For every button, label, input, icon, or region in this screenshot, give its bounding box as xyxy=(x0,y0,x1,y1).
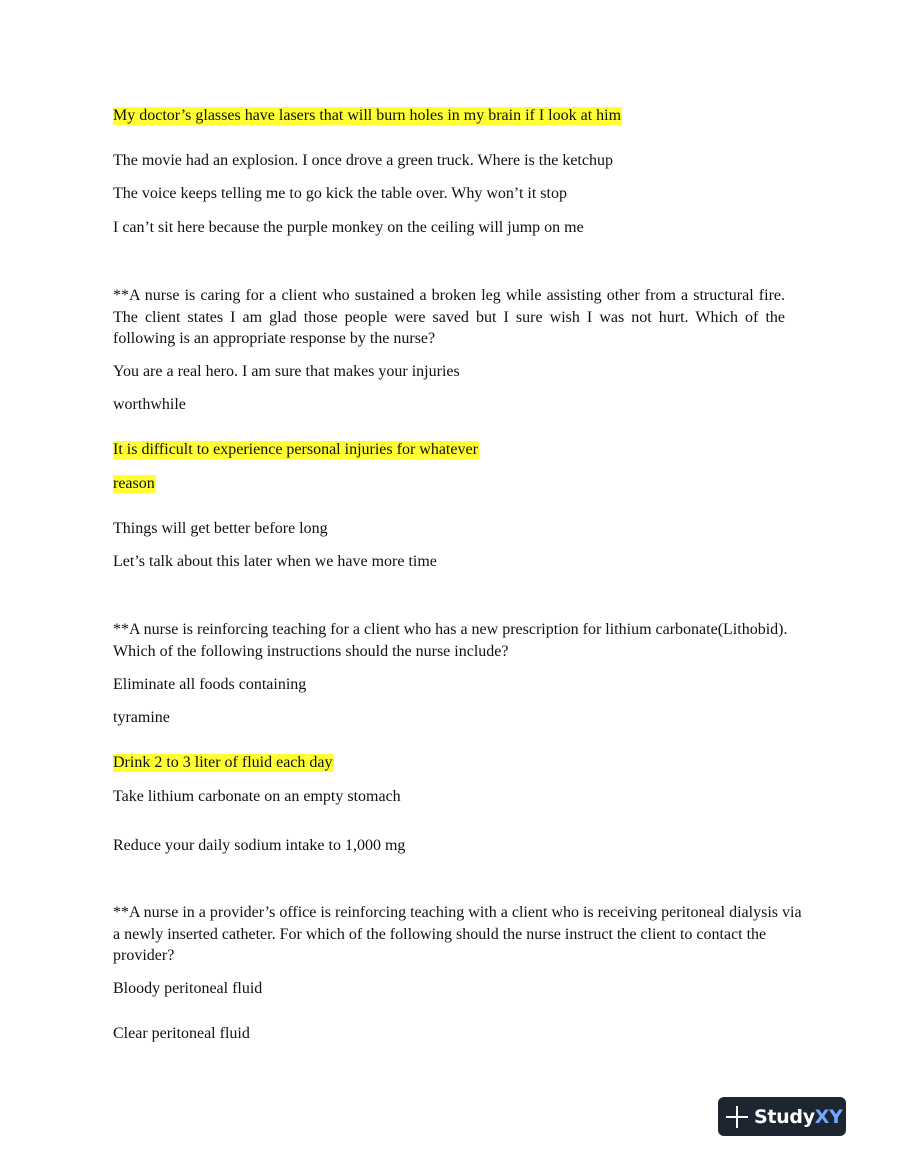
q2-option-1-line-1: You are a real hero. I am sure that makes your injuries xyxy=(113,363,460,380)
q3-option-1-line-1: Eliminate all foods containing xyxy=(113,676,307,693)
q4-option-1: Bloody peritoneal fluid xyxy=(113,980,263,997)
q3-option-3: Take lithium carbonate on an empty stomach xyxy=(113,788,401,805)
q3-option-4: Reduce your daily sodium intake to 1,000 mg xyxy=(113,837,406,854)
q2-question: **A nurse is caring for a client who sustained a broken leg while assisting other from a structural fire. The client states I am glad those people were saved but I sure wish I was not hurt. Which of the following is an appropriate response by the nurse? xyxy=(113,287,785,347)
q1-option-1 xyxy=(113,106,622,126)
q1-option-3: The voice keeps telling me to go kick the table over. Why won’t it stop xyxy=(113,185,567,202)
q4-question: **A nurse in a provider’s office is reinforcing teaching with a client who is receiving peritoneal dialysis via a newly inserted catheter. For which of the following should the nurse instruct the client to contact the provider? xyxy=(113,904,802,964)
q2-option-1-line-2: worthwhile xyxy=(113,396,186,413)
q2-option-4: Let’s talk about this later when we have more time xyxy=(113,553,437,570)
highlighted-answer: reason xyxy=(113,475,155,492)
q3-option-2 xyxy=(113,753,334,773)
plus-icon xyxy=(726,1106,748,1128)
brand-accent: XY xyxy=(814,1105,843,1128)
q1-option-4: I can’t sit here because the purple monkey on the ceiling will jump on me xyxy=(113,219,584,236)
q4-option-2: Clear peritoneal fluid xyxy=(113,1025,250,1042)
q3-question: **A nurse is reinforcing teaching for a client who has a new prescription for lithium carbonate(Lithobid). Which of the following instructions should the nurse include? xyxy=(113,621,788,660)
brand-name xyxy=(754,1106,843,1128)
q2-option-2-line-2 xyxy=(113,474,156,494)
q3-option-1-line-2: tyramine xyxy=(113,709,170,726)
brand-main: Study xyxy=(754,1105,815,1128)
q2-option-2-line-1 xyxy=(113,440,479,460)
highlighted-answer: Drink 2 to 3 liter of fluid each day xyxy=(113,754,333,771)
q2-option-3: Things will get better before long xyxy=(113,520,328,537)
q1-option-2: The movie had an explosion. I once drove a green truck. Where is the ketchup xyxy=(113,152,613,169)
studyxy-badge[interactable] xyxy=(718,1097,846,1136)
highlighted-answer: My doctor’s glasses have lasers that will burn holes in my brain if I look at him xyxy=(113,107,622,124)
highlighted-answer: It is difficult to experience personal injuries for whatever xyxy=(113,441,478,458)
